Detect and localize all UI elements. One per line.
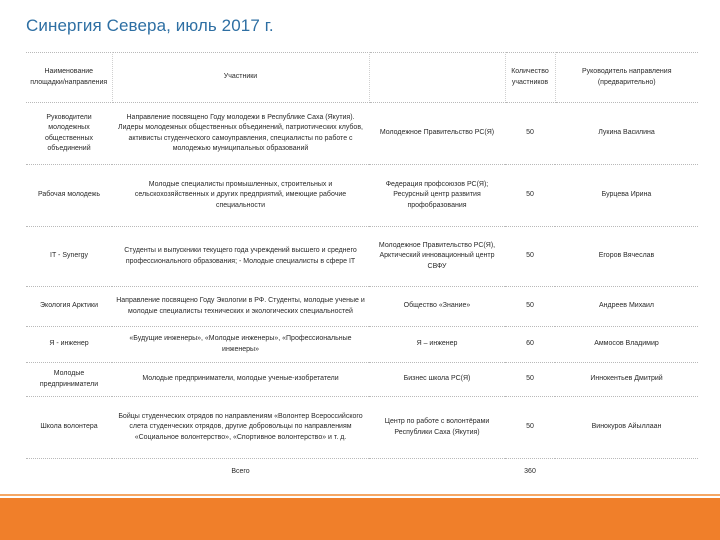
row-participants: Молодые предприниматели, молодые ученые-изобретатели	[112, 363, 369, 397]
table-row	[26, 227, 698, 287]
row-organizer: Молодежное Правительство РС(Я)	[369, 103, 505, 165]
row-name: Рабочая молодежь	[26, 165, 112, 227]
table-header-row	[26, 53, 698, 103]
row-count: 50	[505, 103, 555, 165]
row-leader: Андреев Михаил	[555, 287, 698, 327]
table-row	[26, 363, 698, 397]
row-leader: Аммосов Владимир	[555, 327, 698, 363]
header-organizer	[369, 53, 505, 103]
row-leader: Егоров Вячеслав	[555, 227, 698, 287]
row-name: IT - Synergy	[26, 227, 112, 287]
row-name: Я - инженер	[26, 327, 112, 363]
row-organizer: Общество «Знание»	[369, 287, 505, 327]
row-count: 50	[505, 397, 555, 459]
header-leader: Руководитель направления (предварительно)	[555, 53, 698, 103]
total-label: Всего	[231, 467, 250, 475]
row-participants: Бойцы студенческих отрядов по направлениям «Волонтер Всероссийского слета студенческих отрядов, другие добровольцы по направлениям «Социальное волонтерство», «Спортивное волонтерство» и т. д.	[112, 397, 369, 459]
row-organizer: Молодежное Правительство РС(Я), Арктический инновационный центр СВФУ	[369, 227, 505, 287]
header-participants: Участники	[112, 53, 369, 103]
row-participants: Студенты и выпускники текущего года учреждений высшего и среднего профессионального образования; - Молодые специалисты в сфере IT	[112, 227, 369, 287]
table-row	[26, 327, 698, 363]
row-participants: Направление посвящено Году Экологии в РФ. Студенты, молодые ученые и молодые специалисты технических и экологических специальностей	[112, 287, 369, 327]
row-leader: Лукина Василина	[555, 103, 698, 165]
total-count: 360	[524, 467, 536, 475]
row-organizer: Я – инженер	[369, 327, 505, 363]
header-count: Количество участников	[505, 53, 555, 103]
row-count: 60	[505, 327, 555, 363]
row-leader: Бурцева Ирина	[555, 165, 698, 227]
slide-title: Синергия Севера, июль 2017 г.	[26, 16, 274, 35]
footer-accent-line	[0, 494, 720, 496]
participants-table	[26, 52, 698, 485]
row-organizer: Бизнес школа РС(Я)	[369, 363, 505, 397]
row-participants: «Будущие инженеры», «Молодые инженеры», «Профессиональные инженеры»	[112, 327, 369, 363]
row-name: Руководители молодежных общественных объединений	[26, 103, 112, 165]
row-count: 50	[505, 287, 555, 327]
header-name: Наименование площадки/направления	[26, 53, 112, 103]
table-row	[26, 165, 698, 227]
footer-orange-bar	[0, 498, 720, 540]
row-name: Экология Арктики	[26, 287, 112, 327]
row-count: 50	[505, 363, 555, 397]
row-leader: Иннокентьев Дмитрий	[555, 363, 698, 397]
row-participants: Направление посвящено Году молодежи в Республике Саха (Якутия). Лидеры молодежных общественных объединений, патриотических клубов, активисты студенческого самоуправления, специалисты по работе с молодежью муниципальных образований	[112, 103, 369, 165]
row-organizer: Центр по работе с волонтёрами Республики Саха (Якутия)	[369, 397, 505, 459]
row-organizer: Федерация профсоюзов РС(Я); Ресурсный центр развития профобразования	[369, 165, 505, 227]
row-name: Молодые предприниматели	[26, 363, 112, 397]
row-name: Школа волонтера	[26, 397, 112, 459]
table-row	[26, 103, 698, 165]
table-row	[26, 397, 698, 459]
total-row	[26, 459, 698, 485]
row-participants: Молодые специалисты промышленных, строительных и сельскохозяйственных и других предприятий, имеющие рабочие специальности	[112, 165, 369, 227]
table-row	[26, 287, 698, 327]
row-leader: Винокуров Айыллаан	[555, 397, 698, 459]
row-count: 50	[505, 165, 555, 227]
row-count: 50	[505, 227, 555, 287]
